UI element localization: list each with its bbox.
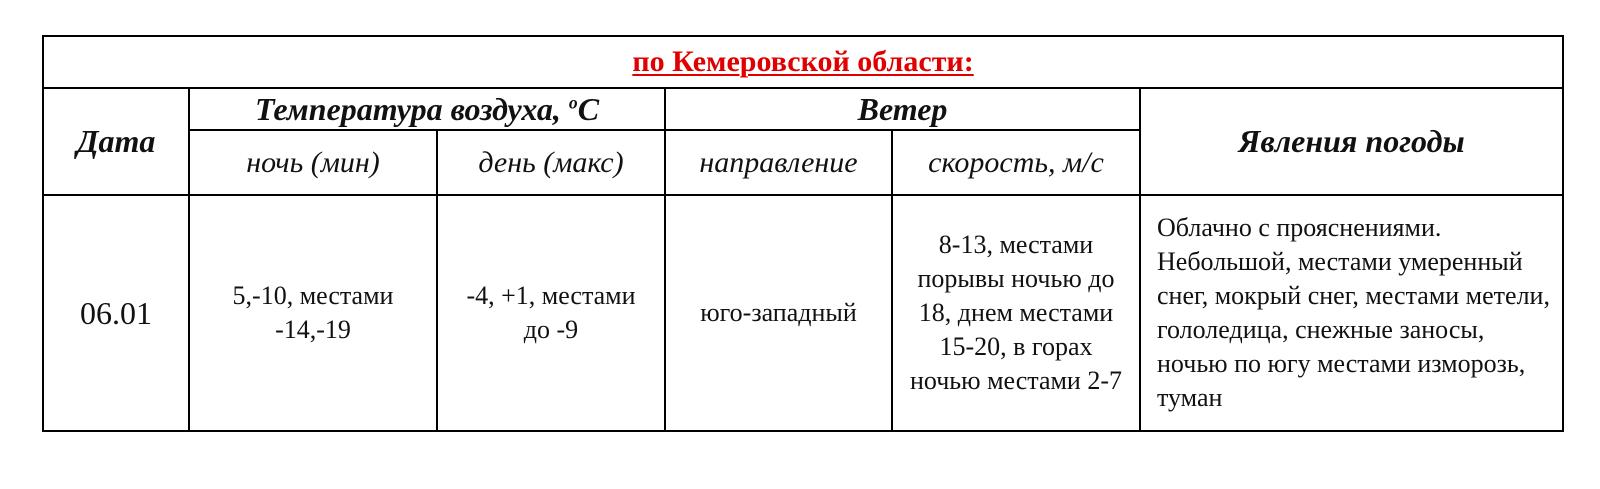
header-phenomena: Явления погоды: [1140, 88, 1563, 195]
header-temperature-unit: C: [577, 90, 600, 127]
region-title: по Кемеровской области:: [632, 45, 974, 78]
cell-phenomena: Облачно с прояснениями. Небольшой, местами умеренный снег, мокрый снег, местами метели, гололедица, снежные заносы, ночью по югу местами изморозь, туман: [1140, 195, 1563, 431]
header-direction: направление: [665, 130, 892, 195]
header-day: день (макс): [437, 130, 665, 195]
forecast-table: [42, 35, 1564, 432]
cell-direction: юго-западный: [665, 195, 892, 431]
header-speed: скорость, м/с: [892, 130, 1140, 195]
cell-date: 06.01: [43, 195, 189, 431]
header-temperature-label: Температура воздуха,: [254, 90, 569, 127]
header-wind: Ветер: [665, 88, 1140, 130]
cell-night: 5,-10, местами -14,-19: [189, 195, 437, 431]
header-temperature: [189, 88, 665, 130]
forecast-table-wrapper: [42, 35, 1562, 432]
header-date: Дата: [43, 88, 189, 195]
header-night: ночь (мин): [189, 130, 437, 195]
cell-day: -4, +1, местами до -9: [437, 195, 665, 431]
cell-speed: 8-13, местами порывы ночью до 18, днем местами 15-20, в горах ночью местами 2-7: [892, 195, 1140, 431]
degree-sign: o: [568, 91, 578, 112]
table-title: [43, 36, 1563, 88]
